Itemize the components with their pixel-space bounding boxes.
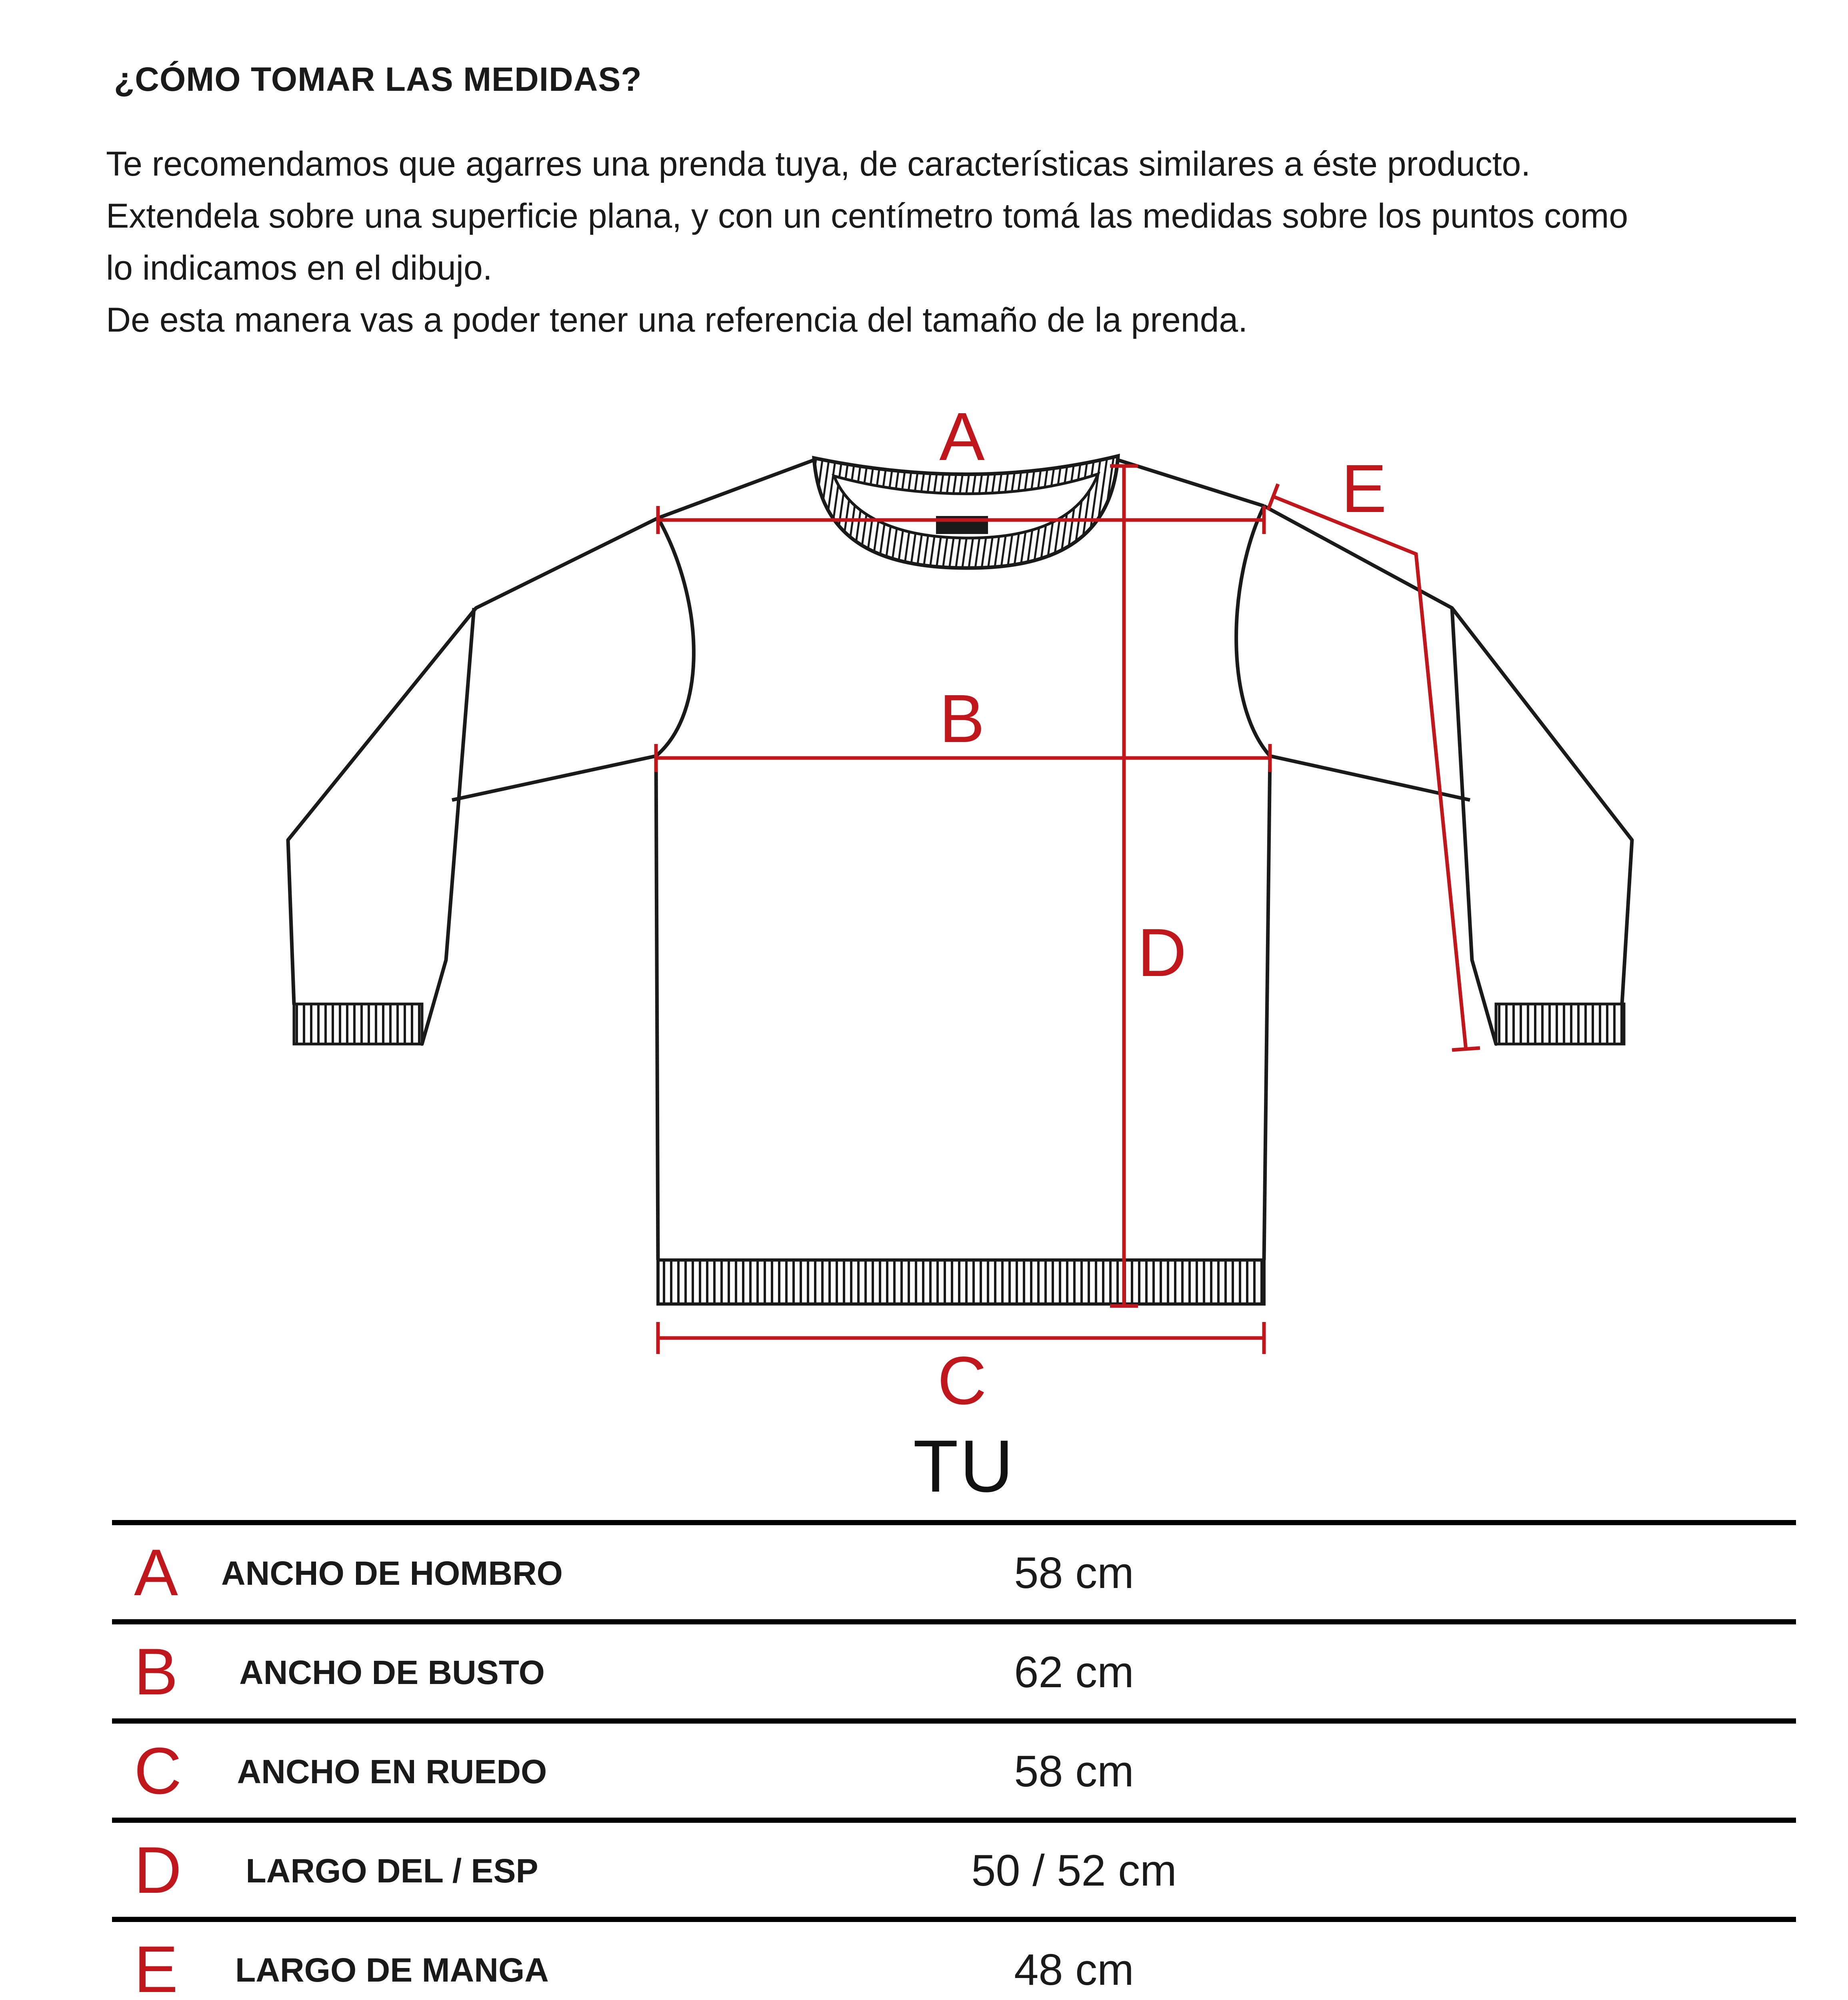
intro-line: Extendela sobre una superficie plana, y con un centímetro tomá las medidas sobre los puntos como	[106, 197, 1628, 235]
table-divider	[112, 1818, 1796, 1823]
right-shoulder	[1118, 460, 1264, 506]
table-divider	[112, 1718, 1796, 1724]
intro-line: Te recomendamos que agarres una prenda tuya, de características similares a éste producto.	[106, 145, 1531, 183]
body-left-side	[656, 756, 658, 1260]
row-label: ANCHO DE HOMBRO	[221, 1554, 563, 1592]
measurement-table	[112, 1520, 1796, 2000]
left-sleeve-seam	[452, 756, 656, 800]
right-sleeve	[1264, 506, 1632, 1044]
page-heading: ¿CÓMO TOMAR LAS MEDIDAS?	[114, 60, 642, 98]
row-letter: A	[134, 1536, 178, 1609]
body-right-side	[1264, 756, 1270, 1260]
table-row	[112, 1624, 1796, 1718]
row-label: LARGO DEL / ESP	[246, 1852, 538, 1890]
right-armhole	[1236, 506, 1270, 756]
table-divider	[112, 1520, 1796, 1525]
left-sleeve	[288, 518, 658, 1044]
row-value: 58 cm	[1014, 1548, 1134, 1598]
marker-c: C	[937, 1343, 987, 1419]
hem-rib	[658, 1260, 1264, 1304]
marker-d: D	[1137, 915, 1187, 991]
row-label: ANCHO DE BUSTO	[239, 1654, 545, 1691]
left-cuff-rib	[294, 1004, 422, 1044]
row-letter: B	[134, 1635, 178, 1708]
row-label: ANCHO EN RUEDO	[237, 1753, 547, 1790]
right-cuff-rib	[1496, 1004, 1624, 1044]
measurement-lines	[656, 466, 1480, 1354]
marker-e: E	[1341, 451, 1387, 527]
size-label: TU	[913, 1425, 1015, 1508]
row-value: 58 cm	[1014, 1747, 1134, 1796]
sweater-outline	[288, 460, 1632, 1260]
table-row	[112, 1823, 1796, 1917]
table-row	[112, 1922, 1796, 2000]
left-armhole	[656, 518, 694, 756]
row-value: 50 / 52 cm	[971, 1846, 1177, 1895]
left-shoulder	[658, 460, 814, 518]
row-label: LARGO DE MANGA	[235, 1951, 549, 1989]
row-value: 48 cm	[1014, 1945, 1134, 1994]
intro-line: lo indicamos en el dibujo.	[106, 249, 492, 287]
row-value: 62 cm	[1014, 1648, 1134, 1697]
table-row	[112, 1525, 1796, 1619]
table-row	[112, 1724, 1796, 1818]
row-letter: C	[134, 1734, 182, 1808]
table-divider	[112, 1619, 1796, 1624]
table-divider	[112, 1917, 1796, 1922]
intro-line: De esta manera vas a poder tener una referencia del tamaño de la prenda.	[106, 301, 1248, 339]
row-letter: E	[134, 1932, 178, 2000]
row-letter: D	[134, 1833, 182, 1907]
line-e	[1272, 496, 1466, 1050]
marker-a: A	[939, 399, 985, 475]
marker-b: B	[939, 681, 985, 757]
